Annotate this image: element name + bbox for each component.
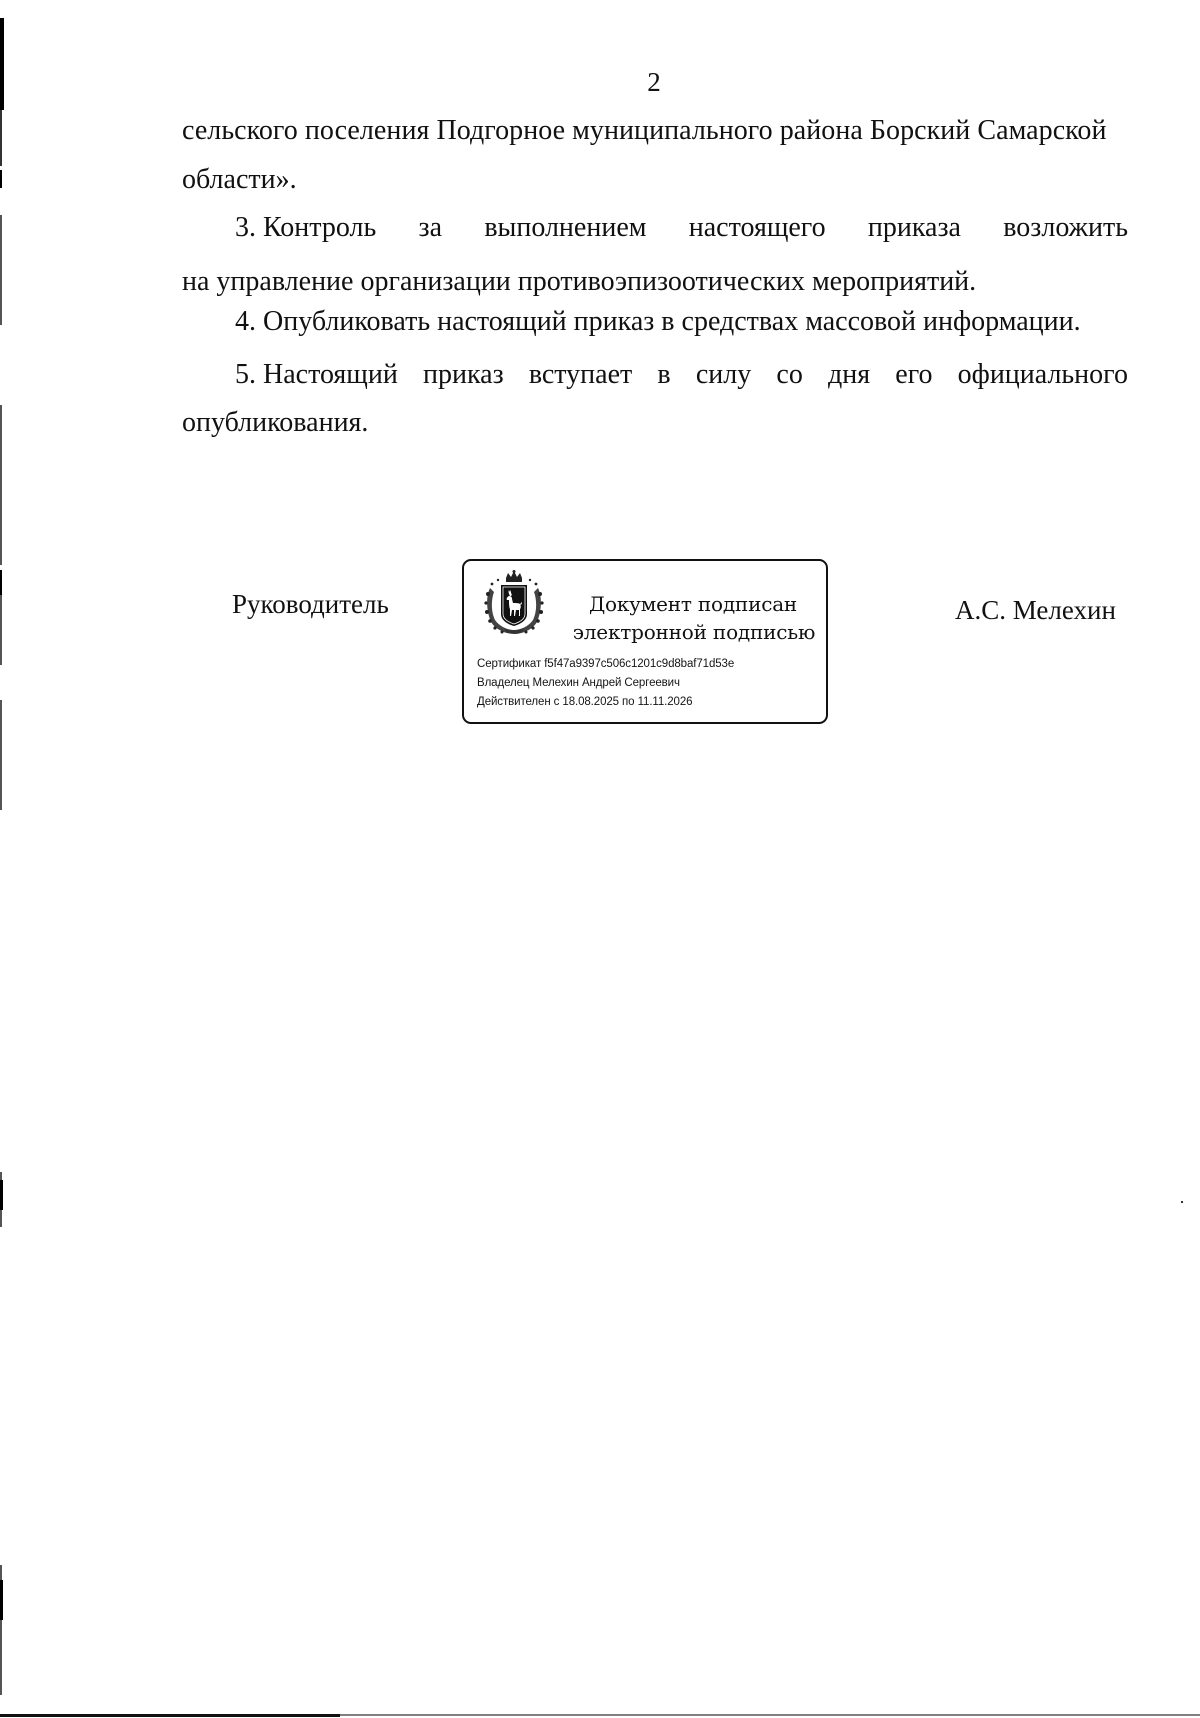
scan-edge-artifact (0, 700, 2, 810)
paragraph-item-5-line2: опубликования. (182, 407, 369, 438)
word: дня (828, 359, 871, 390)
certificate-validity: Действителен с 18.08.2025 по 11.11.2026 (477, 696, 693, 708)
scan-edge-artifact (0, 1580, 3, 1620)
paragraph-item-5-line1 (235, 358, 1128, 392)
scan-edge-artifact (0, 110, 2, 166)
word: 5. Настоящий (235, 359, 398, 390)
scan-edge-artifact (0, 215, 2, 325)
word: 3. Контроль (235, 212, 377, 243)
signatory-role: Руководитель (232, 589, 389, 619)
paragraph-continuation-line1 (182, 114, 1128, 148)
certificate-owner: Владелец Мелехин Андрей Сергеевич (477, 677, 680, 689)
scan-edge-artifact (0, 1180, 3, 1210)
scan-edge-artifact (0, 405, 2, 565)
word: приказа (867, 212, 961, 243)
samara-oblast-coat-of-arms-icon (482, 570, 546, 636)
word: со (776, 359, 803, 390)
stamp-title (568, 590, 818, 646)
scan-edge-artifact (0, 595, 2, 665)
paragraph-item-3-line2: на управление организации противоэпизоотических мероприятий. (182, 266, 977, 297)
word: вступает (528, 359, 633, 390)
scan-bottom-line-dark (0, 1714, 340, 1717)
signatory-name: А.С. Мелехин (955, 595, 1116, 625)
page-number: 2 (647, 67, 661, 97)
word: возложить (1003, 212, 1128, 243)
electronic-signature-stamp (462, 559, 828, 724)
stamp-title-line1: Документ подписан (588, 592, 798, 616)
word: силу (695, 359, 752, 390)
scan-edge-artifact (0, 170, 2, 188)
stamp-title-line2: электронной подписью (572, 620, 816, 644)
word: его (895, 359, 933, 390)
scan-speck (1181, 1201, 1183, 1203)
word: официального (957, 359, 1128, 390)
text-line: сельского поселения Подгорное муниципального района Борский Самарской (182, 115, 1107, 146)
word: настоящего (688, 212, 826, 243)
paragraph-continuation-line2: области». (182, 164, 297, 195)
certificate-number: Сертификат f5f47a9397c506c1201c9d8baf71d53e (477, 658, 735, 670)
word: приказ (423, 359, 504, 390)
paragraph-item-4: 4. Опубликовать настоящий приказ в средствах массовой информации. (235, 306, 1081, 337)
paragraph-item-3-line1 (235, 211, 1128, 245)
word: в (657, 359, 671, 390)
word: за (418, 212, 443, 243)
word: выполнением (484, 212, 647, 243)
scan-edge-artifact (0, 570, 2, 595)
stamp-details (477, 655, 734, 712)
